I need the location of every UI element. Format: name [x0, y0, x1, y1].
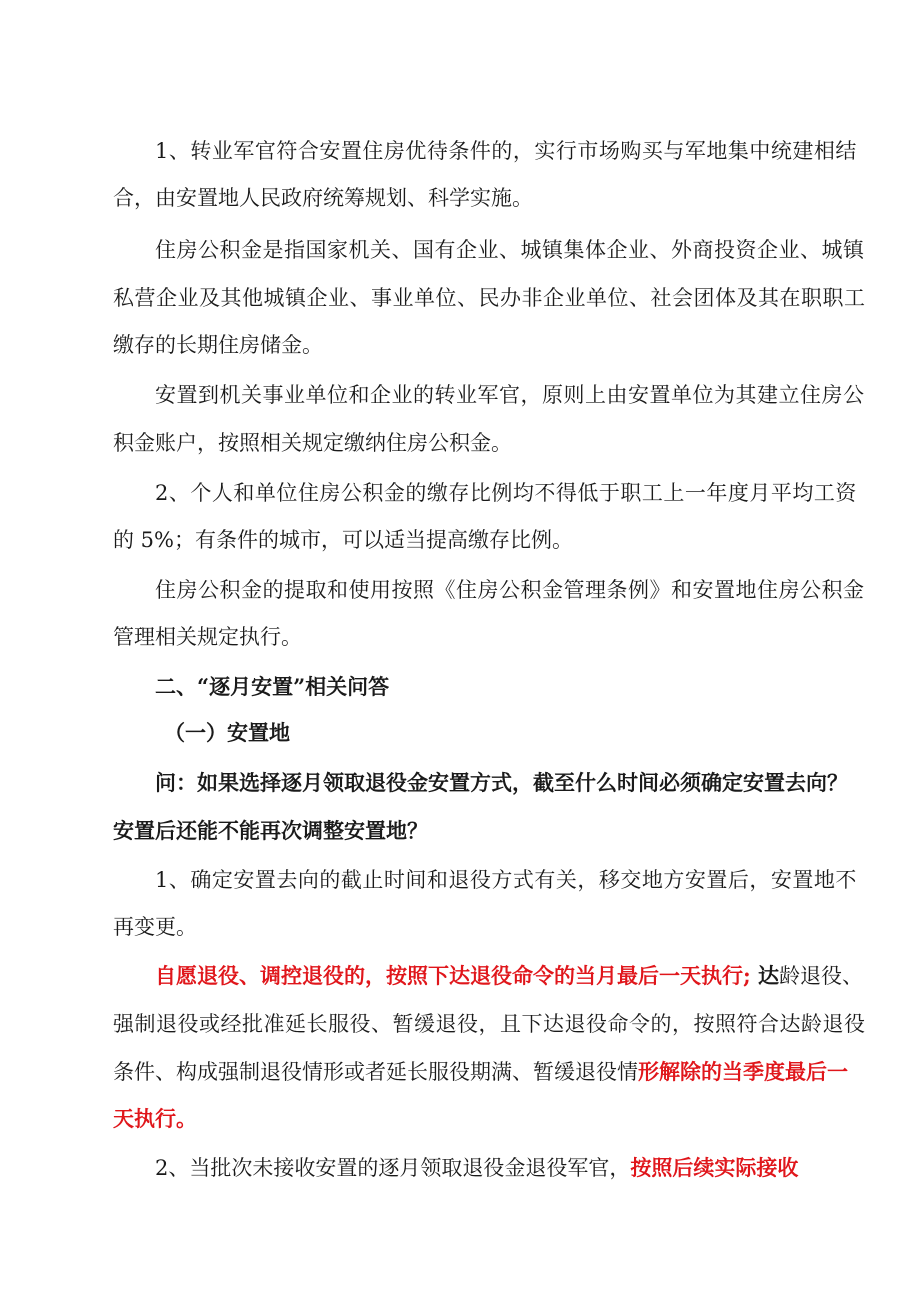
- paragraph-line: 安置到机关事业单位和企业的转业军官，原则上由安置单位为其建立住房公: [155, 383, 865, 407]
- paragraph-line: 管理相关规定执行。: [113, 625, 302, 649]
- paragraph-line: 住房公积金是指国家机关、国有企业、城镇集体企业、外商投资企业、城镇: [155, 238, 865, 262]
- paragraph-line: 私营企业及其他城镇企业、事业单位、民办非企业单位、社会团体及其在职职工: [113, 286, 866, 310]
- answer-line: 1、确定安置去向的截止时间和退役方式有关，移交地方安置后，安置地不: [155, 868, 857, 892]
- question-line: 安置后还能不能再次调整安置地？: [113, 818, 428, 843]
- subsection-heading: （一）安置地: [164, 720, 290, 745]
- plain-text: 龄退役、: [779, 964, 864, 988]
- section-heading: 二、“逐月安置”相关问答: [155, 674, 390, 699]
- paragraph-line: 积金账户，按照相关规定缴纳住房公积金。: [113, 431, 512, 455]
- answer-line: [155, 1153, 798, 1183]
- highlight-text: 形解除的当季度最后一: [638, 1059, 848, 1084]
- highlight-text: 自愿退役、调控退役的，按照下达退役命令的当月最后一天执行;: [155, 963, 751, 988]
- answer-line: 再变更。: [113, 915, 197, 939]
- plain-text: 条件、构成强制退役情形或者延长服役期满、暂缓退役情: [113, 1060, 638, 1084]
- paragraph-line: 2、个人和单位住房公积金的缴存比例均不得低于职工上一年度月平均工资: [155, 481, 857, 505]
- paragraph-line: 住房公积金的提取和使用按照《住房公积金管理条例》和安置地住房公积金: [155, 578, 865, 602]
- plain-text: 2、当批次未接收安置的逐月领取退役金退役军官，: [155, 1156, 631, 1180]
- answer-detail-line: [155, 961, 863, 991]
- question-line: 问：如果选择逐月领取退役金安置方式，截至什么时间必须确定安置去向？: [155, 770, 848, 795]
- paragraph-line: 缴存的长期住房储金。: [113, 333, 323, 357]
- paragraph-line: 的 5%；有条件的城市，可以适当提高缴存比例。: [113, 528, 573, 552]
- answer-detail-line: 天执行。: [113, 1106, 197, 1131]
- highlight-text: 按照后续实际接收: [630, 1155, 799, 1180]
- bold-text: 达: [750, 963, 780, 988]
- answer-detail-line: [113, 1057, 848, 1087]
- answer-detail-line: 强制退役或经批准延长服役、暂缓退役，且下达退役命令的，按照符合达龄退役: [113, 1012, 866, 1036]
- paragraph-line: 合，由安置地人民政府统筹规划、科学实施。: [113, 186, 533, 210]
- paragraph-line: 1、转业军官符合安置住房优待条件的，实行市场购买与军地集中统建相结: [155, 139, 857, 163]
